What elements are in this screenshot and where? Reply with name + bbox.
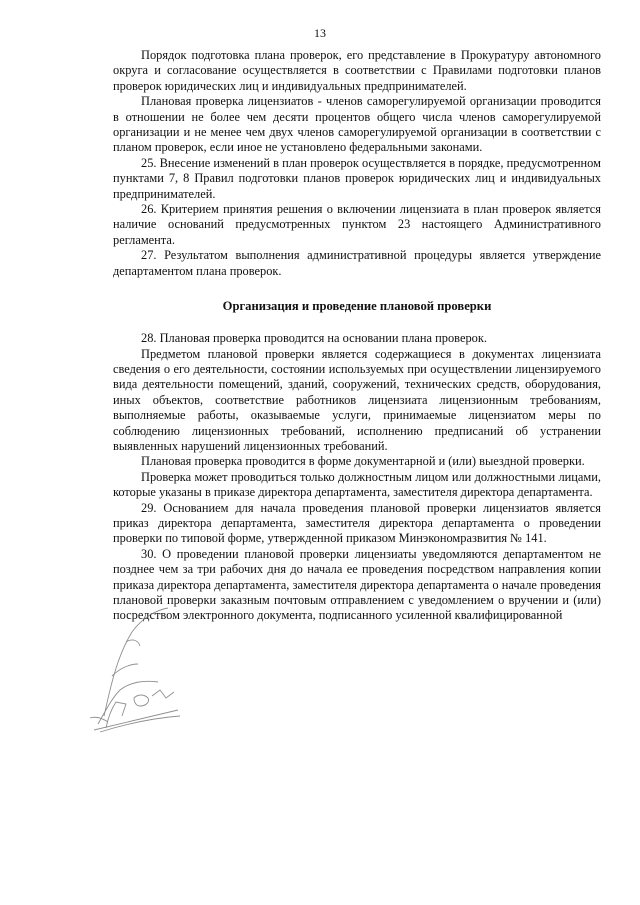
document-body: [113, 48, 601, 624]
paragraph: Порядок подготовка плана проверок, его представление в Прокуратуру автономного округа и согласование осуществляется в соответствии с Правилами подготовки планов проверок юридических лиц и индивидуальных предпринимателей.: [113, 48, 601, 93]
paragraph: 29. Основанием для начала проведения плановой проверки лицензиатов является приказ директора департамента, заместителя директора департамента о проведении проверки по типовой форме, утвержденной приказом Минэкономразвития № 141.: [113, 500, 601, 546]
paragraph: Проверка может проводиться только должностным лицом или должностными лицами, которые указаны в приказе директора департамента, заместителя директора департамента.: [113, 469, 601, 500]
paragraph: Плановая проверка проводится в форме документарной и (или) выездной проверки.: [141, 454, 585, 469]
paragraph: 30. О проведении плановой проверки лицензиаты уведомляются департаментом не позднее чем за три рабочих дня до начала ее проведения посредством направления копии приказа директора департамента, заместителя директора департамента о начале проведения плановой проверки заказным почтовым отправлением с уведомлением о вручении и (или) посредством электронного документа, подписанного усиленной квалифицированной: [113, 546, 601, 623]
paragraph: 27. Результатом выполнения административной процедуры является утверждение департаментом плана проверок.: [113, 248, 601, 278]
paragraph: 26. Критерием принятия решения о включении лицензиата в план проверок является наличие оснований предусмотренных пунктом 23 настоящего Административного регламента.: [113, 202, 601, 247]
paragraph: Предметом плановой проверки является содержащиеся в документах лицензиата сведения о его деятельности, состоянии используемых при осуществлении лицензируемого вида деятельности помещений, зданий, сооружений, технических средств, оборудования, иных объектов, соответствие работников лицензиата лицензионным требованиям, выполняемые работы, оказываемые услуги, принимаемые лицензиатом меры по соблюдению лицензионных требований, исполнению предписаний об устранении выявленных нарушений лицензионных требований.: [113, 346, 601, 453]
paragraph: 25. Внесение изменений в план проверок осуществляется в порядке, предусмотренном пунктами 7, 8 Правил подготовки планов проверок юридических лиц и индивидуальных предпринимателей.: [113, 155, 601, 201]
paragraph: Плановая проверка лицензиатов - членов саморегулируемой организации проводится в отношении не более чем десяти процентов общего числа членов саморегулируемой организации и не менее чем двух членов саморегулируемой организации в соответствии с планом проверок, если иное не установлено федеральными законами.: [113, 94, 601, 155]
paragraph: 28. Плановая проверка проводится на основании плана проверок.: [141, 331, 487, 346]
page-number: 13: [314, 26, 326, 40]
section-heading: Организация и проведение плановой проверки: [222, 299, 492, 314]
